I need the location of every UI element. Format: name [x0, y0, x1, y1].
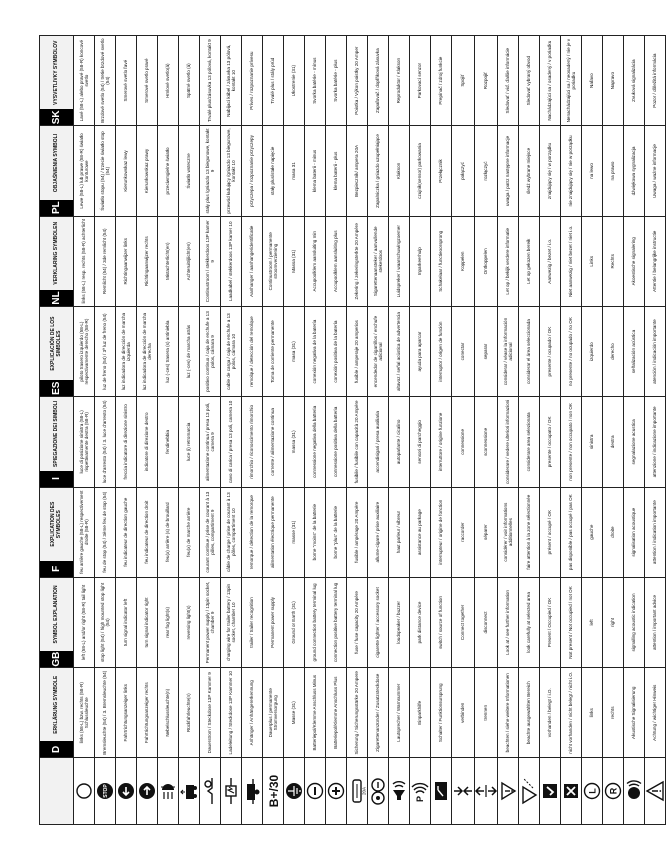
description-cell-gb: disconnect: [475, 577, 498, 667]
description-cell-gb: trailer / trailer recognition: [242, 577, 263, 667]
description-cell-es: luz (-ces) trasera (s) antiniebla: [158, 306, 179, 396]
left-icon: [582, 758, 603, 825]
description-cell-f: câble de charge / prise de courant à 13 pôles, compartiment 10: [221, 487, 242, 577]
symbol-row: [624, 36, 645, 825]
description-cell-i: accendisigari / presa ausiliaria: [368, 397, 389, 487]
description-cell-gb: right: [603, 577, 624, 667]
description-cell-i: connessione: [452, 397, 475, 487]
fog-light-icon: [158, 758, 179, 825]
description-cell-pl: przyczepa / rozpoznanie przyczepy: [242, 126, 263, 216]
description-cell-pl: czujnik(sensor) parkowania: [410, 126, 431, 216]
ground-icon: [284, 758, 305, 825]
symbol-row: [95, 36, 116, 825]
lang-header-pl: PL OBJAŚNIENIA SYMBOLI: [40, 126, 74, 216]
description-cell-f: alimentation électrique permanente: [263, 487, 284, 577]
description-cell-i: destra: [603, 397, 624, 487]
plus-icon: [326, 758, 347, 825]
description-cell-sk: Lavé (58-L) alebo pravé (58-R) koncové svetlo: [74, 36, 95, 126]
description-cell-pl: rozłączyć: [475, 126, 498, 216]
description-cell-pl: dźwiękowa sygnalizacja: [624, 126, 645, 216]
description-cell-pl: Uwaga / ważne informacje: [645, 126, 666, 216]
description-cell-f: gauche: [582, 487, 603, 577]
description-cell-gb: loudspeaker / buzzer: [389, 577, 410, 667]
description-cell-nl: Luidspreker / waarschuwingzoemer: [389, 216, 410, 306]
description-cell-d: Nebelschlussleuchte(n): [158, 668, 179, 758]
description-cell-f: pas disponible / pas occupé / pas OK: [561, 487, 582, 577]
description-cell-pl: Kierunkowskaz prawy: [137, 126, 158, 216]
symbol-row: [582, 36, 603, 825]
description-cell-f: raccorder: [452, 487, 475, 577]
description-cell-d: links (58-L) bzw. rechts (58-R) Schlussleuchte: [74, 668, 95, 758]
description-cell-f: feu indicateur de direction gauche: [116, 487, 137, 577]
description-cell-nl: Achteruitrijlicht(en): [179, 216, 200, 306]
description-cell-es: luz indicadora de dirección de marcha izquierda: [116, 306, 137, 396]
description-cell-i: attenzione / indicazione importante: [645, 397, 666, 487]
description-cell-pl: przewód ładujący /gniazdo 13 biegunowe, kontakt 10: [221, 126, 242, 216]
description-cell-pl: Lewe (58-L) lub prawe (58-R) światło konturowe: [74, 126, 95, 216]
description-cell-gb: fuse / fuse capacity 20 Ampère: [347, 577, 368, 667]
buzzer-icon: [389, 758, 410, 825]
svg-text:20A: 20A: [361, 787, 367, 796]
description-cell-sk: Smerové svetlo ľavé: [116, 36, 137, 126]
description-cell-d: Dauerplus / permanente Stromversorgung: [263, 668, 284, 758]
description-cell-sk: Nachádzajúci sa / osadený / v poriadku: [540, 36, 561, 126]
description-cell-i: fendinebbia: [158, 397, 179, 487]
description-cell-sk: Naľavo: [582, 36, 603, 126]
connect-icon: [452, 758, 475, 825]
right-icon: [603, 758, 624, 825]
description-cell-nl: Accupoolklem aansluiting min: [305, 216, 326, 306]
description-cell-gb: turn signal indicator right: [137, 577, 158, 667]
description-cell-nl: Rechts: [603, 216, 624, 306]
description-cell-pl: na prawo: [603, 126, 624, 216]
description-cell-es: ayuda para aparcar: [410, 306, 431, 396]
trailer-icon: [242, 758, 263, 825]
description-cell-d: Batteriepol/Klemme Anschluss Plus: [326, 668, 347, 758]
description-cell-i: segnalazione acustica: [624, 397, 645, 487]
description-cell-i: luce di posizione sinistra (58-L) rispettivamente destra (58-R): [74, 397, 95, 487]
description-cell-es: altavoz / señal acústica de advertencia: [389, 306, 410, 396]
description-cell-nl: Ontkoppelen: [475, 216, 498, 306]
description-cell-d: beachte ausgewählten Bereich: [519, 668, 540, 758]
description-cell-f: feu indicateur de direction droit: [137, 487, 158, 577]
symbol-row: [389, 36, 410, 825]
description-cell-gb: reversing light(s): [179, 577, 200, 667]
description-cell-d: trennen: [475, 668, 498, 758]
description-cell-sk: Trvalé plus/zásuvka 13 pólová, kontakt 9: [200, 36, 221, 126]
description-cell-d: rechts: [603, 668, 624, 758]
description-cell-es: considerar el área seleccionada: [519, 306, 540, 396]
description-cell-es: encendedor de cigarrillos / enchufe adicional: [368, 306, 389, 396]
description-cell-i: sinistra: [582, 397, 603, 487]
description-cell-d: Akustische Signalisierung: [624, 668, 645, 758]
description-cell-f: séparer: [475, 487, 498, 577]
svg-text:R: R: [608, 787, 619, 795]
description-cell-d: Lautsprecher / Warnsummer: [389, 668, 410, 758]
description-cell-i: luce (i) retromarcia: [179, 397, 200, 487]
attention-icon: [498, 758, 519, 825]
description-cell-i: connessione positiva della batteria: [326, 397, 347, 487]
description-cell-i: massa (31): [284, 397, 305, 487]
description-cell-d: Zigarettenanzünder / Zusatzsteckdose: [368, 668, 389, 758]
description-cell-nl: Links: [582, 216, 603, 306]
symbol-row: [158, 36, 179, 825]
lang-header-f: F EXPLICATION DES SYMBOLES: [40, 487, 74, 577]
description-cell-f: feu arrière gauche (58-L) respectivement droite (58-R): [74, 487, 95, 577]
description-cell-sk: Napravo: [603, 36, 624, 126]
description-cell-i: non presente / non occupato / non OK: [561, 397, 582, 487]
lang-header-es: ES EXPLICACIÓN DE LOS SIMBOLES: [40, 306, 74, 396]
description-cell-nl: Richtingaanwijzer rechts: [137, 216, 158, 306]
description-cell-d: Dauerstrom / Steckdose 13P Kammer 9: [200, 668, 221, 758]
description-cell-i: rimorchio / riconoscimento rimorchio: [242, 397, 263, 487]
description-cell-nl: Richtingaanwijzer links: [116, 216, 137, 306]
description-cell-pl: masa 31: [284, 126, 305, 216]
description-cell-d: verbinden: [452, 668, 475, 758]
description-cell-d: beachten / siehe weitere Informationen: [498, 668, 519, 758]
svg-text:L: L: [587, 788, 598, 794]
description-cell-nl: Aanwezig / bezet / i.o.: [540, 216, 561, 306]
description-cell-d: nicht vorhanden / nicht belegt / nicht i.O.: [561, 668, 582, 758]
description-cell-f: présent / occupé / OK: [540, 487, 561, 577]
description-cell-d: Ladeleitung / Steckdose 13P Kammer 10: [221, 668, 242, 758]
description-cell-f: assistance au parkage: [410, 487, 431, 577]
description-cell-d: Einparkhilfe: [410, 668, 431, 758]
description-cell-nl: Attentie / belangrijke instructie: [645, 216, 666, 306]
description-cell-i: indicatore di direzione destro: [137, 397, 158, 487]
symbol-row: [284, 36, 305, 825]
symbol-row: [242, 36, 263, 825]
description-cell-gb: Look at / see further information: [498, 577, 519, 667]
description-cell-es: cable de carga / caja de enchufe a 13 polos, cámara 10: [221, 306, 242, 396]
description-cell-i: sconnessione: [475, 397, 498, 487]
description-cell-f: borne "moins" de la batterie: [305, 487, 326, 577]
description-cell-es: interruptor / origen de función: [431, 306, 452, 396]
description-cell-es: Toma de corriente permanente: [263, 306, 284, 396]
circle-icon: [74, 758, 95, 825]
charging-line-icon: [221, 758, 242, 825]
rotated-symbol-table: [39, 35, 658, 825]
description-cell-d: vorhanden / belegt / i.O.: [540, 668, 561, 758]
description-cell-es: fusible / amperaje 20 amperios: [347, 306, 368, 396]
description-cell-nl: Sigarettenaansteker / aanvullende stekerdoos: [368, 216, 389, 306]
symbol-row: [645, 36, 666, 825]
symbol-row: [116, 36, 137, 825]
description-cell-sk: Zvuková signalizácia: [624, 36, 645, 126]
description-cell-d: links: [582, 668, 603, 758]
description-cell-i: connessione negativa della batteria: [305, 397, 326, 487]
symbol-row: [137, 36, 158, 825]
socket-13-pin-icon: [200, 758, 221, 825]
description-cell-pl: na lewo: [582, 126, 603, 216]
description-cell-es: derecho: [603, 306, 624, 396]
description-cell-sk: Nenachádzajúci sa / neosadený / nie je v poriadku: [561, 36, 582, 126]
svg-text:B+/30: B+/30: [267, 775, 281, 808]
symbol-row: [410, 36, 431, 825]
description-cell-nl: Niet aanwezig / niet bezet / niet i.o.: [561, 216, 582, 306]
selected-area-icon: [519, 758, 540, 825]
stop-icon: [95, 758, 116, 825]
description-cell-gb: attention / important advice: [645, 577, 666, 667]
symbol-row: [498, 36, 519, 825]
symbol-row: [603, 36, 624, 825]
description-cell-pl: klema baterii - plus: [326, 126, 347, 216]
description-cell-f: haut parleur / vibreur: [389, 487, 410, 577]
description-cell-d: Fahrtrichtungsanzeiger links: [116, 668, 137, 758]
symbol-row: [540, 36, 561, 825]
description-cell-nl: Let op gekozen bereik: [519, 216, 540, 306]
description-cell-nl: Schakelaar / functieoorsprong: [431, 216, 452, 306]
description-cell-pl: Przełącznik: [431, 126, 452, 216]
description-cell-sk: Nabíjací kábel / zásuvka 13 pólová, kontakt 10: [221, 36, 242, 126]
description-cell-sk: Hmlové svetlo(á): [158, 36, 179, 126]
description-cell-gb: switch / source of function: [431, 577, 452, 667]
description-cell-f: faire attention à la zone sélectionnée: [519, 487, 540, 577]
description-cell-pl: śledź wybrane miejsce: [519, 126, 540, 216]
description-cell-sk: Ukostrenie (31): [284, 36, 305, 126]
lang-header-sk: SK VYSVETLIVKY SYMBOLOV: [40, 36, 74, 126]
description-cell-i: alimentazione continua / presa 13 poli, camera 9: [200, 397, 221, 487]
switch-icon: [431, 758, 452, 825]
description-cell-nl: Let op / bekijk verdere informatie: [498, 216, 519, 306]
description-cell-pl: Zapalniczka / gniazdo uzupełniające: [368, 126, 389, 216]
description-cell-gb: Present / Occupied / OK: [540, 577, 561, 667]
description-cell-pl: Bezpiecznik/ ampera 20A: [347, 126, 368, 216]
description-cell-pl: Klakson: [389, 126, 410, 216]
description-cell-es: remolque / detección del remolque: [242, 306, 263, 396]
description-cell-es: masa (31): [284, 306, 305, 396]
description-cell-f: courant continue / prise de courant à 13 pôles, compartiment 9: [200, 487, 221, 577]
symbol-row: [561, 36, 582, 825]
description-cell-i: sensori di parcheggio: [410, 397, 431, 487]
description-cell-sk: Pozor / dôležitá informácia: [645, 36, 666, 126]
description-cell-nl: Inparkeerhulp: [410, 216, 431, 306]
description-cell-pl: stały plus /gniazdo 13 biegunowe, kontakt 9: [200, 126, 221, 216]
description-cell-pl: nie znajdujący się / nie w porządku: [561, 126, 582, 216]
description-cell-nl: Remlicht (54) / 3de remlicht (54): [95, 216, 116, 306]
description-cell-f: feu(x) arrière (s) de brouillard: [158, 487, 179, 577]
description-cell-sk: Parkovací senzor: [410, 36, 431, 126]
description-cell-d: Sicherung / Sicherungsstärke 20 Ampere: [347, 668, 368, 758]
description-cell-gb: park distance device: [410, 577, 431, 667]
description-cell-sk: Spätné svetlo (á): [179, 36, 200, 126]
description-cell-d: Masse (31): [284, 668, 305, 758]
description-cell-gb: Connect together: [452, 577, 475, 667]
description-cell-es: considerar / véase la información adicional: [498, 306, 519, 396]
symbol-row: [221, 36, 242, 825]
description-cell-d: Bremsleuchte (54) / 3. Bremsleuchte (54): [95, 668, 116, 758]
reversing-light-icon: [179, 758, 200, 825]
minus-icon: [305, 758, 326, 825]
turn-right-icon: [137, 758, 158, 825]
description-cell-nl: Zekering / zekeringsterkte 20 Ampère: [347, 216, 368, 306]
not-ok-icon: [561, 758, 582, 825]
description-cell-nl: Accupoolklem aansluiting plus: [326, 216, 347, 306]
description-cell-i: freccia indicatore di direzione sinistro: [116, 397, 137, 487]
description-cell-es: señalización acústica: [624, 306, 645, 396]
disconnect-icon: [475, 758, 498, 825]
description-cell-nl: links (58-L) resp. rechts (58-R) achterlicht: [74, 216, 95, 306]
ok-icon: [540, 758, 561, 825]
symbol-row: [475, 36, 498, 825]
description-cell-sk: Spojiť: [452, 36, 475, 126]
lang-header-d: D ERKLÄRUNG SYMBOLE: [40, 668, 74, 758]
park-distance-icon: [410, 758, 431, 825]
description-cell-sk: Príves / rozpoznanie prívesu: [242, 36, 263, 126]
description-cell-sk: Brzdové svetlo (54) / tretie brzdové svetlo (54): [95, 36, 116, 126]
description-cell-gb: left: [582, 577, 603, 667]
warning-icon: [645, 758, 666, 825]
acoustic-icon: [624, 758, 645, 825]
description-cell-d: Anhänger / Anhängererkennung: [242, 668, 263, 758]
description-cell-gb: charging wire for trailer battery / 13pin socket, chamber 10: [221, 577, 242, 667]
description-cell-sk: Zapaľovač / dopľňková zásuvka: [368, 36, 389, 126]
description-cell-gb: ground connection battery terminal lug: [305, 577, 326, 667]
description-cell-pl: Światło stopu (54) / trzecie światło stop (54): [95, 126, 116, 216]
description-cell-i: interruttore / origine funzione: [431, 397, 452, 487]
description-cell-d: Schalter / Funktionsursprung: [431, 668, 452, 758]
description-cell-es: piloto trasero izquierdo (58-L) respectivamente derecho (58-R): [74, 306, 95, 396]
description-cell-gb: cigarette lighter / accessory socket: [368, 577, 389, 667]
description-cell-pl: stały plus/stałe napięcie: [263, 126, 284, 216]
symbol-row: [368, 36, 389, 825]
symbol-row: [305, 36, 326, 825]
description-cell-sk: Reproduktor / Klakson: [389, 36, 410, 126]
symbol-row: [179, 36, 200, 825]
description-cell-f: feu(x) de marche arrière: [179, 487, 200, 577]
description-cell-f: fusible / ampérage 20 Ampère: [347, 487, 368, 577]
description-cell-f: feu de stop (54) / 3ème feu de stop (54): [95, 487, 116, 577]
description-cell-gb: stop light (54) / high mounted stop light (54): [95, 577, 116, 667]
description-cell-d: Achtung / wichtiger Hinweis: [645, 668, 666, 758]
lang-header-nl: NL VERKLARING SYMBOLEN: [40, 216, 74, 306]
description-cell-f: remorque / détection de la remorque: [242, 487, 263, 577]
description-cell-pl: połączyć: [452, 126, 475, 216]
symbol-row: [263, 36, 284, 825]
description-cell-gb: Ground or Earth (31): [284, 577, 305, 667]
description-cell-sk: Prepínač / zdroj funkcie: [431, 36, 452, 126]
description-cell-f: signalisation acoustique: [624, 487, 645, 577]
description-cell-gb: Not present / Not occupied / not OK: [561, 577, 582, 667]
description-cell-i: considerare / vedere ulteriori informazioni: [498, 397, 519, 487]
description-cell-gb: connection positive battery terminal lug: [326, 577, 347, 667]
description-cell-sk: Poistka / Výkon poistky 20 Amper: [347, 36, 368, 126]
description-cell-f: allume-cigare / prise auxiliaire: [368, 487, 389, 577]
symbol-row: [326, 36, 347, 825]
description-cell-d: Rückfahrleuchte(n): [179, 668, 200, 758]
description-cell-es: izquierdo: [582, 306, 603, 396]
turn-left-icon: [116, 758, 137, 825]
description-cell-es: conexión positiva de la batería: [326, 306, 347, 396]
description-cell-sk: Svorka batérie - mínus: [305, 36, 326, 126]
description-cell-sk: Trvalé plus / stály prúd: [263, 36, 284, 126]
description-cell-i: cavo di carica / presa 13 poli, camera 10: [221, 397, 242, 487]
description-cell-sk: Svorka batérie - plus: [326, 36, 347, 126]
lang-header-gb: GB SYMBOL EXPLANATION: [40, 577, 74, 667]
description-cell-es: luz de freno (54) / 3ª luz de freno (54): [95, 306, 116, 396]
icon-column-header: [40, 758, 74, 825]
symbol-row: [431, 36, 452, 825]
description-cell-nl: Mistachterlicht(en): [158, 216, 179, 306]
symbol-row: [200, 36, 221, 825]
description-cell-f: interrupteur / origine de fonction: [431, 487, 452, 577]
description-cell-f: droite: [603, 487, 624, 577]
description-cell-i: fusibile / fusibile con capacità 20 Ampère: [347, 397, 368, 487]
description-cell-f: considérer / voir informations additionnelles: [498, 487, 519, 577]
description-cell-sk: Smerové svetlo pravé: [137, 36, 158, 126]
description-cell-d: Fahrtrichtungsanzeiger rechts: [137, 668, 158, 758]
description-cell-f: attention / indication importante: [645, 487, 666, 577]
description-cell-i: autoparlante / cicalino: [389, 397, 410, 487]
description-cell-es: presente / ocupado / OK: [540, 306, 561, 396]
b30-icon: [263, 758, 284, 825]
description-cell-gb: signalling acoustic indication: [624, 577, 645, 667]
description-cell-gb: left (58-L) and/or right (58-R) tail light: [74, 577, 95, 667]
symbol-row: [452, 36, 475, 825]
lang-header-i: I SPIEGAZIONE DEI SIMBOLI: [40, 397, 74, 487]
header-row: [40, 36, 74, 825]
description-cell-pl: Kierunkowskaz lewy: [116, 126, 137, 216]
description-cell-pl: przeciwmgielne światło: [158, 126, 179, 216]
description-cell-es: separar: [475, 306, 498, 396]
cigarette-lighter-icon: [368, 758, 389, 825]
description-cell-gb: rear fog light(s): [158, 577, 179, 667]
description-cell-es: conectar: [452, 306, 475, 396]
description-cell-gb: turn signal indicator left: [116, 577, 137, 667]
description-cell-es: atención / indicación importante: [645, 306, 666, 396]
description-cell-nl: Continustroom / permanente stroomverziening: [263, 216, 284, 306]
fuse-icon: [347, 758, 368, 825]
description-cell-gb: Permanent power supply / 13pin socket, chamber 9: [200, 577, 221, 667]
svg-text:P: P: [415, 796, 425, 803]
description-cell-nl: Massa (31): [284, 216, 305, 306]
description-cell-sk: Sledovať / viď. ďalšie informácie: [498, 36, 519, 126]
description-cell-es: luz indicadora de dirección de marcha derecha: [137, 306, 158, 396]
description-cell-nl: Koppelen: [452, 216, 475, 306]
description-cell-es: no presente / no ocupado / no OK: [561, 306, 582, 396]
description-cell-nl: Akoestische signalering: [624, 216, 645, 306]
description-cell-d: Batteriepol/Klemme Anschluss Minus: [305, 668, 326, 758]
symbol-table: [39, 35, 666, 825]
description-cell-nl: Aanhanger / aanhangeridentificatie: [242, 216, 263, 306]
description-cell-es: luz (-ces) de marcha atrás: [179, 306, 200, 396]
description-cell-i: presente / occupato / OK: [540, 397, 561, 487]
description-cell-pl: uwaga / patrz następne informacje: [498, 126, 519, 216]
svg-text:STOP: STOP: [103, 784, 109, 798]
description-cell-sk: Rozpojiť: [475, 36, 498, 126]
description-cell-nl: Continustroom / stekkerdoos 13P kamer 9: [200, 216, 221, 306]
symbol-row: [347, 36, 368, 825]
description-cell-pl: znajdujący się / w porządku: [540, 126, 561, 216]
description-cell-f: borne "plus" de la batterie: [326, 487, 347, 577]
description-cell-nl: Laadkabel / stekkerdoos 13P kamer 10: [221, 216, 242, 306]
description-cell-gb: look carefully at selected area: [519, 577, 540, 667]
description-cell-i: considerare area selezionata: [519, 397, 540, 487]
description-cell-pl: klema baterii - minus: [305, 126, 326, 216]
description-cell-es: positivo continuo / caja de enchufe a 13 polos, cámara 9: [200, 306, 221, 396]
description-cell-i: luce d'arresto (54) / 3. luce d'arresto (54): [95, 397, 116, 487]
description-cell-f: masse (31): [284, 487, 305, 577]
symbol-row: [74, 36, 95, 825]
description-cell-pl: Światło wsteczne: [179, 126, 200, 216]
symbol-row: [519, 36, 540, 825]
description-cell-es: conexión negativa de la batería: [305, 306, 326, 396]
description-cell-sk: Sledovať vybraný obvod: [519, 36, 540, 126]
description-cell-gb: Permanent power supply: [263, 577, 284, 667]
description-cell-i: corrente / alimentazione continua: [263, 397, 284, 487]
